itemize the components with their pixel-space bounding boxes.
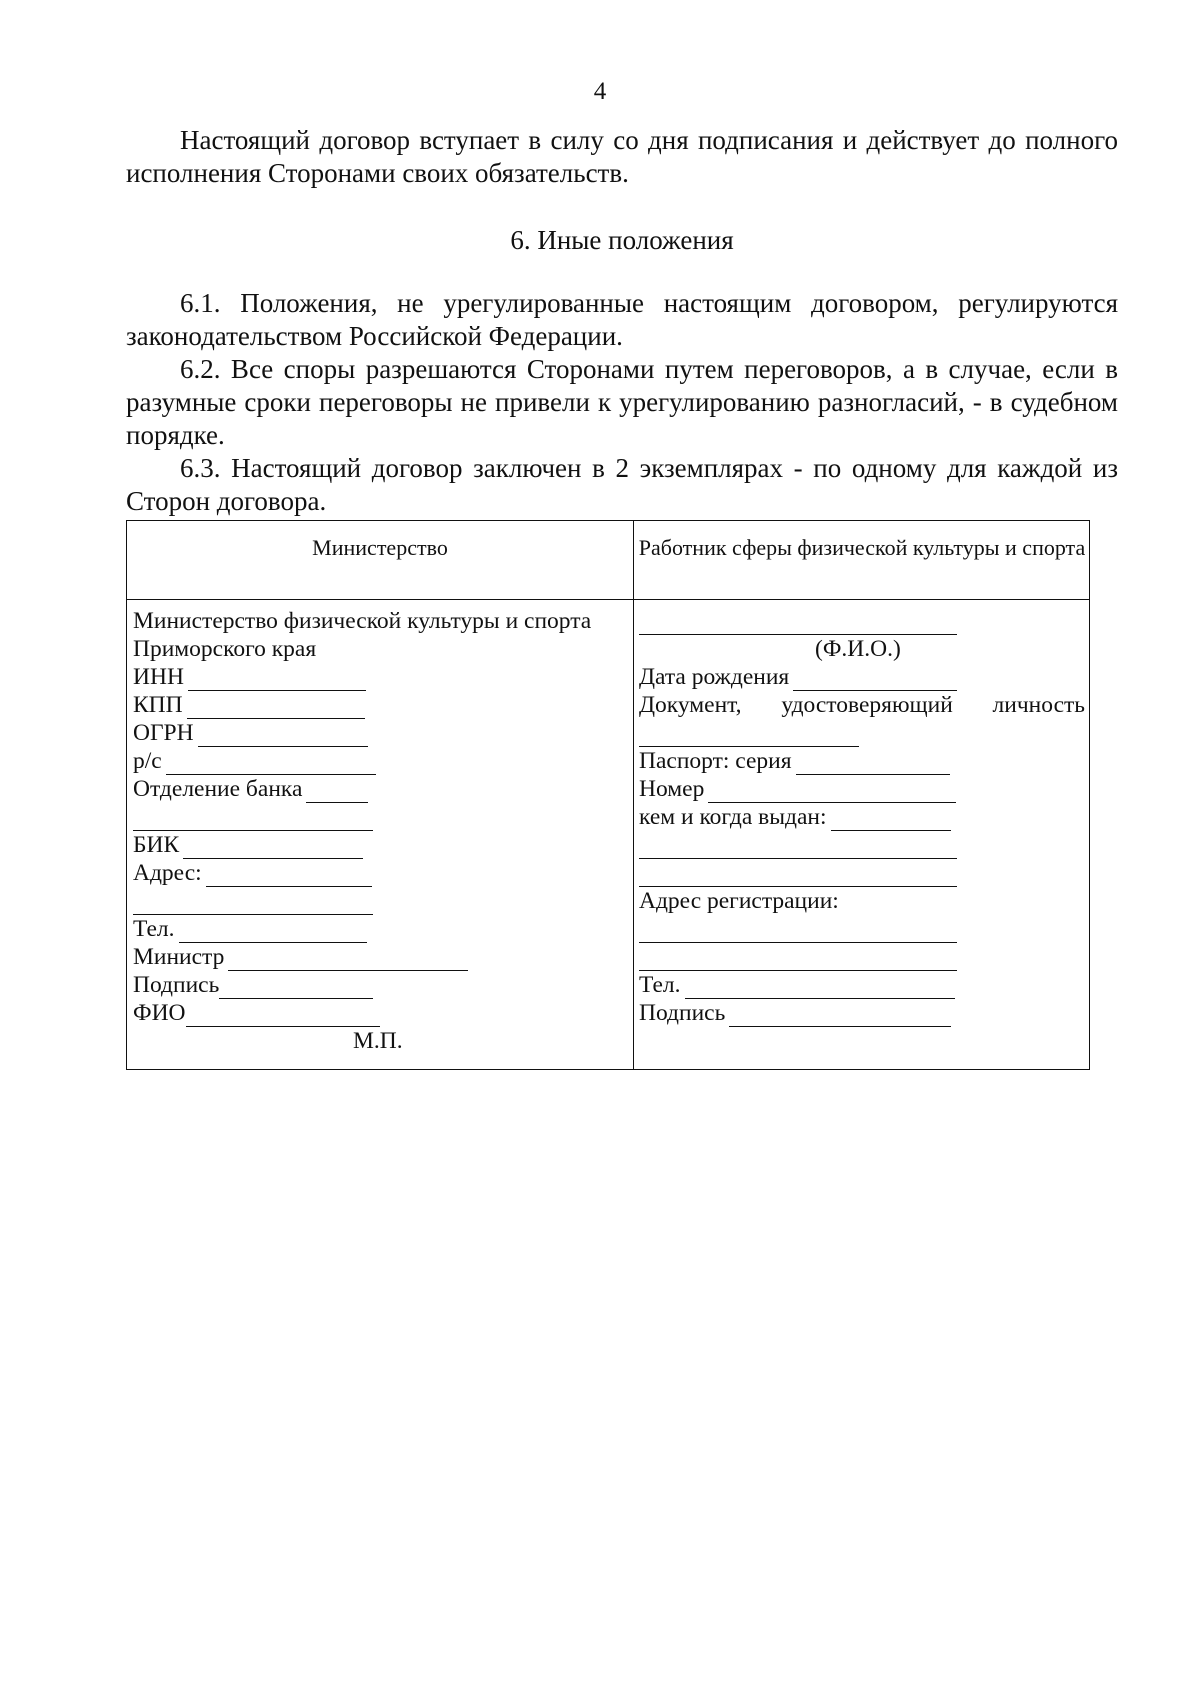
clause-6-1: 6.1. Положения, не урегулированные настоящим договором, регулируются законодательством Российской Федерации. — [126, 288, 1118, 351]
inn-blank[interactable] — [188, 670, 366, 691]
address-blank[interactable] — [206, 866, 372, 887]
employee-details — [639, 607, 1085, 1027]
bank-continuation[interactable] — [133, 803, 629, 831]
passport-series-field[interactable]: Паспорт: серия — [639, 747, 1085, 775]
registration-address-blank-2[interactable] — [639, 950, 957, 971]
employee-signature-field[interactable]: Подпись — [639, 999, 1085, 1027]
bik-field[interactable]: БИК — [133, 831, 629, 859]
inn-field[interactable]: ИНН — [133, 663, 629, 691]
ministry-header: Министерство — [312, 535, 448, 560]
passport-number-field[interactable]: Номер — [639, 775, 1085, 803]
fio-blank[interactable] — [186, 1006, 380, 1027]
registration-address-label: Адрес регистрации: — [639, 888, 839, 914]
stamp-place: М.П. — [353, 1028, 403, 1054]
birth-date-blank[interactable] — [793, 670, 957, 691]
document-body — [126, 124, 1118, 518]
ministry-name-line1: Министерство физической культуры и спорта — [133, 608, 592, 634]
fio-caption: (Ф.И.О.) — [815, 636, 901, 662]
fio-field[interactable]: ФИО — [133, 999, 629, 1027]
intro-paragraph: Настоящий договор вступает в силу со дня подписания и действует до полного исполнения Сторонами своих обязательств. — [126, 125, 1118, 188]
address-field[interactable]: Адрес: — [133, 859, 629, 887]
column-divider — [633, 521, 634, 1069]
identity-document-label: Документ, удостоверяющий личность — [639, 692, 1085, 718]
issued-by-blank-2[interactable] — [639, 838, 957, 859]
bank-blank-2[interactable] — [133, 810, 373, 831]
page-number: 4 — [593, 78, 607, 105]
header-divider — [127, 599, 1089, 600]
account-field[interactable]: р/с — [133, 747, 629, 775]
birth-date-field[interactable]: Дата рождения — [639, 663, 1085, 691]
registration-address-blank[interactable] — [639, 922, 957, 943]
issued-by-field[interactable]: кем и когда выдан: — [639, 803, 1085, 831]
ogrn-blank[interactable] — [198, 726, 368, 747]
employee-signature-blank[interactable] — [729, 1006, 951, 1027]
tel-field[interactable]: Тел. — [133, 915, 629, 943]
kpp-field[interactable]: КПП — [133, 691, 629, 719]
identity-document-blank[interactable] — [639, 726, 859, 747]
account-blank[interactable] — [166, 754, 376, 775]
section-title: 6. Иные положения — [510, 225, 734, 255]
issued-by-continuation[interactable] — [639, 831, 1085, 859]
employee-name-blank[interactable] — [639, 614, 957, 635]
bank-field[interactable]: Отделение банка — [133, 775, 629, 803]
bik-blank[interactable] — [183, 838, 363, 859]
identity-document-field[interactable] — [639, 719, 1085, 747]
passport-number-blank[interactable] — [708, 782, 956, 803]
issued-by-blank[interactable] — [831, 810, 951, 831]
address-continuation[interactable] — [133, 887, 629, 915]
employee-header: Работник сферы физической культуры и спорта — [638, 535, 1086, 560]
address-blank-2[interactable] — [133, 894, 373, 915]
issued-by-blank-3[interactable] — [639, 866, 957, 887]
passport-series-blank[interactable] — [796, 754, 950, 775]
employee-name-field[interactable] — [639, 607, 1085, 635]
clause-6-2: 6.2. Все споры разрешаются Сторонами путем переговоров, а в случае, если в разумные сроки переговоры не привели к урегулированию разногласий, - в судебном порядке. — [126, 354, 1118, 450]
ogrn-field[interactable]: ОГРН — [133, 719, 629, 747]
kpp-blank[interactable] — [187, 698, 365, 719]
ministry-name-line2: Приморского края — [133, 636, 317, 662]
issued-by-continuation-2[interactable] — [639, 859, 1085, 887]
employee-tel-blank[interactable] — [685, 978, 955, 999]
tel-blank[interactable] — [179, 922, 367, 943]
signature-field[interactable]: Подпись — [133, 971, 629, 999]
signature-blank[interactable] — [219, 978, 373, 999]
ministry-details — [133, 607, 629, 1055]
clause-6-3: 6.3. Настоящий договор заключен в 2 экземплярах - по одному для каждой из Сторон договора. — [126, 453, 1118, 516]
minister-field[interactable]: Министр — [133, 943, 629, 971]
signature-table — [126, 520, 1090, 1070]
employee-tel-field[interactable]: Тел. — [639, 971, 1085, 999]
registration-address-field-2[interactable] — [639, 943, 1085, 971]
minister-blank[interactable] — [228, 950, 468, 971]
registration-address-field[interactable] — [639, 915, 1085, 943]
bank-blank[interactable] — [306, 782, 368, 803]
